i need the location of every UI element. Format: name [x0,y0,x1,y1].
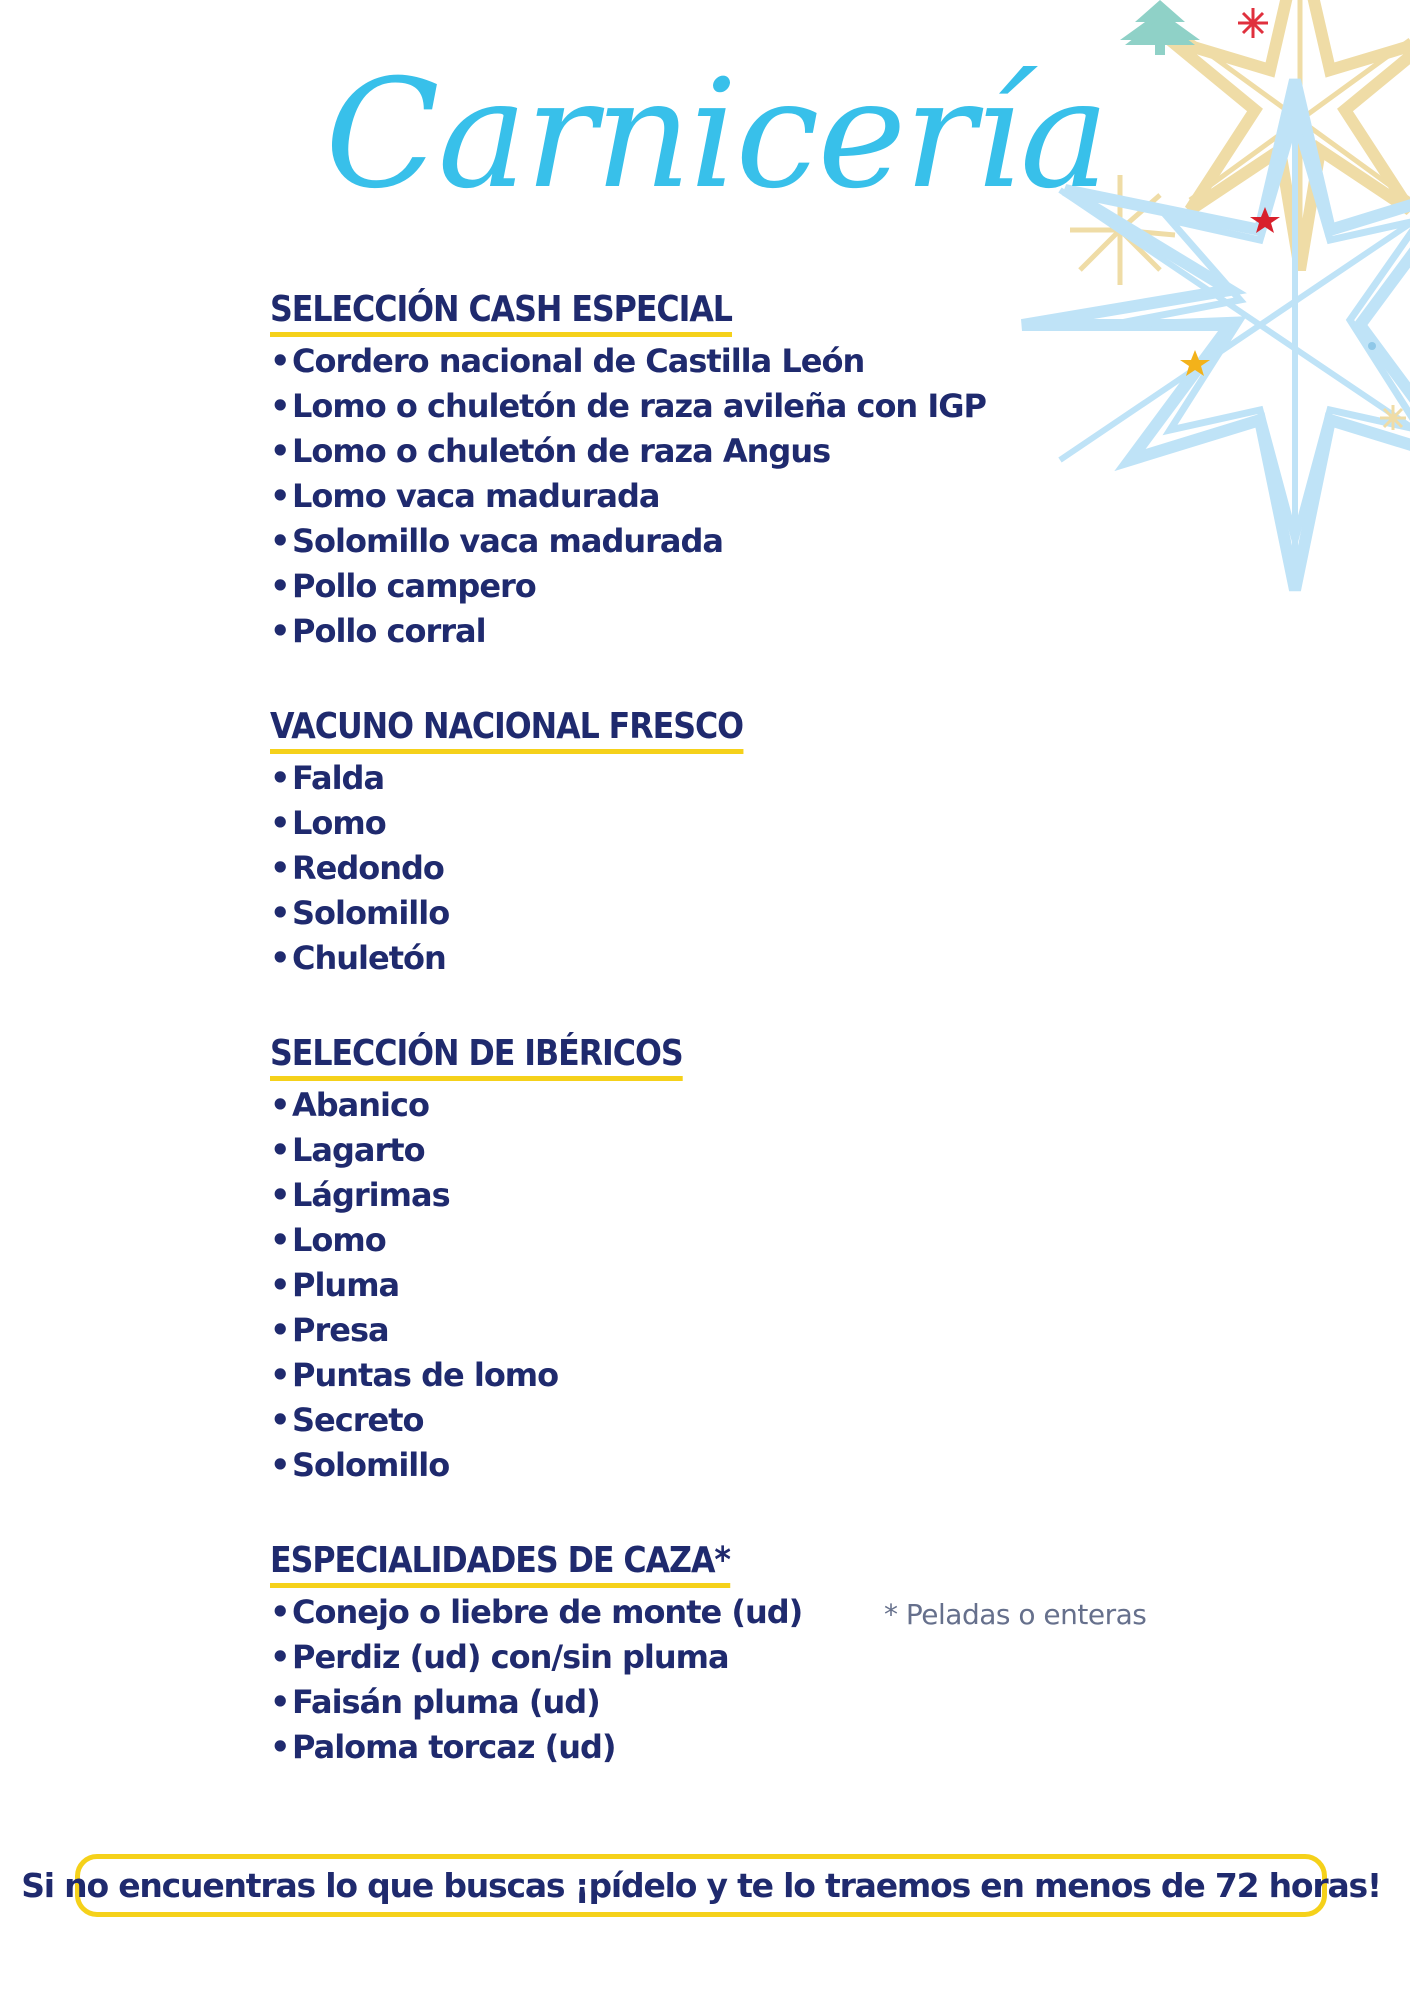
list-item: •Abanico [270,1086,429,1124]
list-item: •Lomo [270,1221,386,1259]
section-title: SELECCIÓN CASH ESPECIAL [270,288,732,337]
item-list [270,339,1030,654]
list-item: •Pollo campero [270,567,536,605]
section-especialidades-de-caza [270,1539,1030,1770]
list-item: •Solomillo [270,894,450,932]
list-item: •Secreto [270,1401,424,1439]
section-title: ESPECIALIDADES DE CAZA* [270,1539,730,1588]
list-item: •Perdiz (ud) con/sin pluma [270,1638,729,1676]
list-item: •Paloma torcaz (ud) [270,1728,616,1766]
list-item: •Conejo o liebre de monte (ud) [270,1593,803,1631]
list-item: •Faisán pluma (ud) [270,1683,600,1721]
list-item: •Puntas de lomo [270,1356,559,1394]
list-item: •Chuletón [270,939,446,977]
section-seleccion-de-ibericos [270,1032,1030,1488]
section-seleccion-cash-especial [270,288,1030,654]
list-item: •Lágrimas [270,1176,450,1214]
list-item: •Solomillo vaca madurada [270,522,724,560]
list-item: •Presa [270,1311,389,1349]
small-blue-star-icon [1368,342,1376,350]
order-banner [21,1854,1381,1917]
list-item: •Solomillo [270,1446,450,1484]
item-list [270,1083,1030,1488]
footnote: * Peladas o enteras [884,1598,1147,1631]
section-title: SELECCIÓN DE IBÉRICOS [270,1032,683,1081]
page-title: Carnicería [325,48,1108,222]
list-item: •Redondo [270,849,444,887]
list-item: •Lomo vaca madurada [270,477,660,515]
list-item: •Cordero nacional de Castilla León [270,342,865,380]
list-item: •Lagarto [270,1131,425,1169]
list-item: •Falda [270,759,385,797]
list-item: •Pluma [270,1266,400,1304]
section-vacuno-nacional-fresco [270,705,1030,981]
section-title: VACUNO NACIONAL FRESCO [270,705,743,754]
banner-text: Si no encuentras lo que buscas ¡pídelo y te lo traemos en menos de 72 horas! [21,1866,1381,1905]
list-item: •Lomo o chuletón de raza Angus [270,432,831,470]
list-item: •Lomo [270,804,386,842]
product-sections [270,288,1030,1821]
list-item: •Pollo corral [270,612,486,650]
item-list [270,756,1030,981]
list-item: •Lomo o chuletón de raza avileña con IGP [270,387,986,425]
red-burst-icon [1238,8,1268,38]
